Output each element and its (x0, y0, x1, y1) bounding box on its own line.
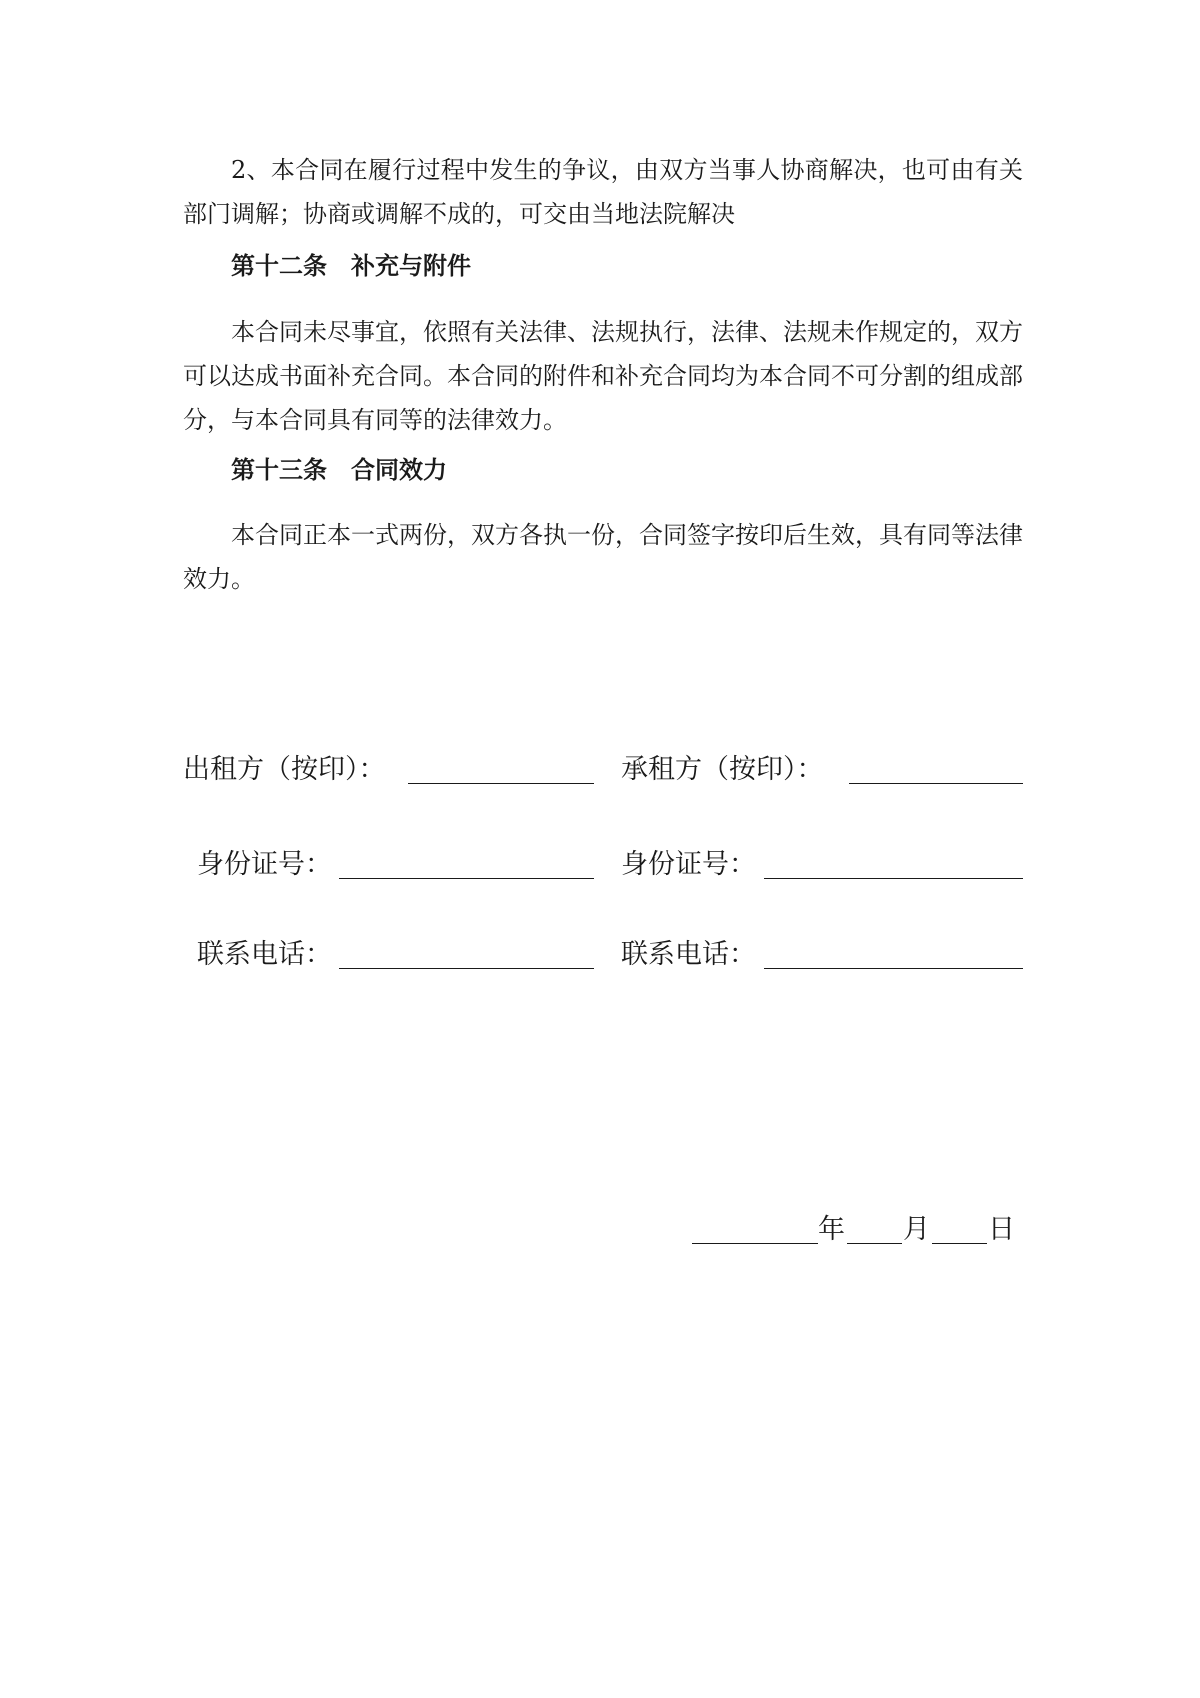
lessor-id-row (197, 845, 332, 885)
day-field[interactable] (932, 1243, 987, 1244)
month-field[interactable] (847, 1243, 902, 1244)
lessor-phone-row (197, 935, 332, 975)
lessee-sign-field[interactable] (849, 783, 1023, 784)
lessee-phone-label: 联系电话： (621, 939, 756, 970)
lessor-id-field[interactable] (339, 878, 594, 879)
lessor-id-label: 身份证号： (197, 849, 332, 880)
lessor-label: 出租方（按印）： (183, 754, 386, 785)
dispute-paragraph: 2、本合同在履行过程中发生的争议，由双方当事人协商解决，也可由有关部门调解；协商或调解不成的，可交由当地法院解决 (183, 156, 1023, 228)
lessee-sign-label (621, 750, 824, 790)
lessor-phone-field[interactable] (339, 968, 594, 969)
clause-12-paragraph: 本合同未尽事宜，依照有关法律、法规执行，法律、法规未作规定的，双方可以达成书面补充合同。本合同的附件和补充合同均为本合同不可分割的组成部分，与本合同具有同等的法律效力。 (183, 318, 1023, 434)
year-label: 年 (818, 1214, 845, 1245)
lessee-phone-row (621, 935, 756, 975)
lessee-id-row (621, 845, 756, 885)
month-label: 月 (903, 1214, 930, 1245)
clause-12-heading: 第十二条 补充与附件 (231, 251, 471, 280)
clause-13-paragraph: 本合同正本一式两份，双方各执一份，合同签字按印后生效，具有同等法律效力。 (183, 521, 1023, 593)
day-label: 日 (988, 1214, 1015, 1245)
lessee-id-label: 身份证号： (621, 849, 756, 880)
year-field[interactable] (692, 1243, 818, 1244)
lessor-sign-field[interactable] (408, 783, 594, 784)
clause-13-heading: 第十三条 合同效力 (231, 455, 447, 484)
lessee-label: 承租方（按印）： (621, 754, 824, 785)
lessee-phone-field[interactable] (764, 968, 1023, 969)
lessor-sign-label (183, 750, 386, 790)
lessee-id-field[interactable] (764, 878, 1023, 879)
lessor-phone-label: 联系电话： (197, 939, 332, 970)
